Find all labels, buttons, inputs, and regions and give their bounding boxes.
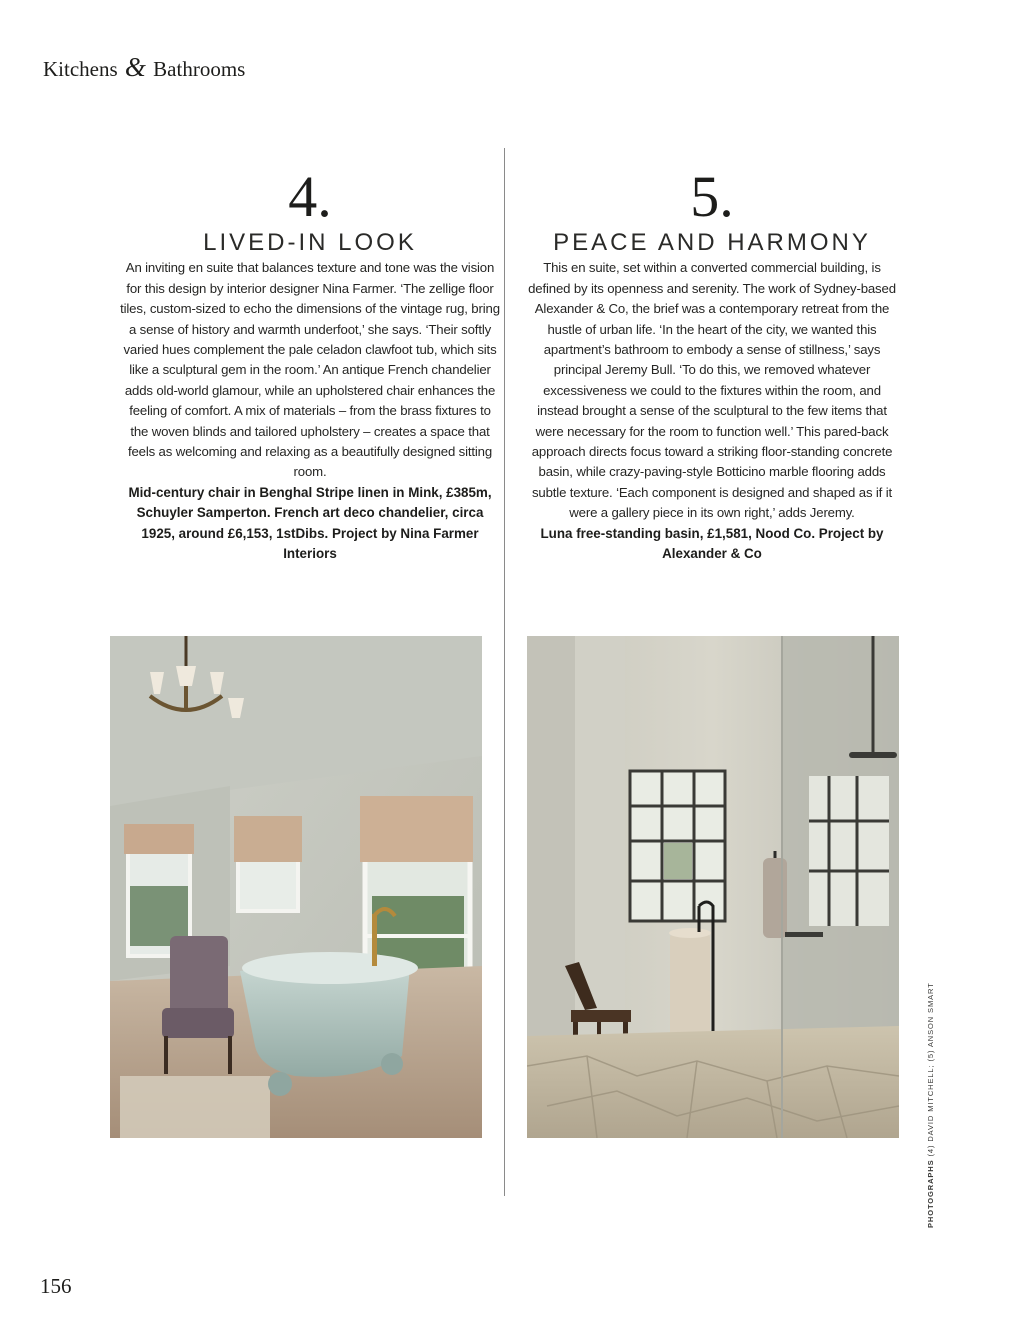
photo-credit bbox=[926, 982, 935, 1228]
column-divider bbox=[504, 148, 505, 1196]
section-title-right: Bathrooms bbox=[153, 57, 246, 81]
feature-4-credit: Mid-century chair in Benghal Stripe linen in Mink, £385m, Schuyler Samperton. French art deco chandelier, circa 1925, around £6,153, 1stDibs. Project by Nina Farmer Interiors bbox=[128, 484, 492, 562]
page-number: 156 bbox=[40, 1274, 72, 1298]
photo-credit-text: (4) DAVID MITCHELL; (5) ANSON SMART bbox=[926, 982, 935, 1157]
feature-5-body: This en suite, set within a converted commercial building, is defined by its openness and serenity. The work of Sydney-based Alexander & Co, the brief was a contemporary retreat from the hustle of urban life. ‘In the heart of the city, we wanted this apartment’s bathroom to embody a sense of stillness,’ says principal Jeremy Bull. ‘To do this, we removed whatever excessiveness we could to the fixtures within the room, and instead brought a sense of the sculptural to the few items that were necessary for the room to function well.’ This pared-back approach directs focus toward a striking floor-standing concrete basin, while crazy-paving-style Botticino marble flooring adds subtle texture. ‘Each component is designed and shaped as if it were a gallery piece in its own right,’ adds Jeremy. bbox=[528, 260, 896, 521]
feature-5-credit: Luna free-standing basin, £1,581, Nood Co. Project by Alexander & Co bbox=[540, 525, 884, 562]
photo-credit-label: PHOTOGRAPHS bbox=[926, 1159, 935, 1228]
section-title-left: Kitchens bbox=[43, 57, 118, 81]
section-title bbox=[43, 52, 245, 83]
feature-4-number: 4. bbox=[288, 164, 332, 229]
section-title-ampersand: & bbox=[124, 52, 146, 82]
bathroom-tub-photo bbox=[110, 636, 482, 1138]
feature-5-column bbox=[522, 160, 902, 564]
feature-5-title: PEACE AND HARMONY bbox=[553, 229, 871, 256]
feature-4-column bbox=[120, 160, 500, 564]
feature-4-title: LIVED-IN LOOK bbox=[203, 229, 417, 256]
feature-4-body: An inviting en suite that balances texture and tone was the vision for this design by interior designer Nina Farmer. ‘The zellige floor tiles, custom-sized to echo the dimensions of the vintage rug, bring a sense of history and warmth underfoot,’ she says. ‘Their softly varied hues complement the pale celadon clawfoot tub, which sits like a sculptural gem in the room.’ An antique French chandelier adds old-world glamour, while an upholstered chair enhances the feeling of comfort. A mix of materials – from the brass fixtures to the woven blinds and tailored upholstery – creates a space that feels as welcoming and relaxing as a beautifully designed sitting room. bbox=[120, 260, 500, 480]
feature-5-number: 5. bbox=[690, 164, 734, 229]
bathroom-basin-photo bbox=[527, 636, 899, 1138]
